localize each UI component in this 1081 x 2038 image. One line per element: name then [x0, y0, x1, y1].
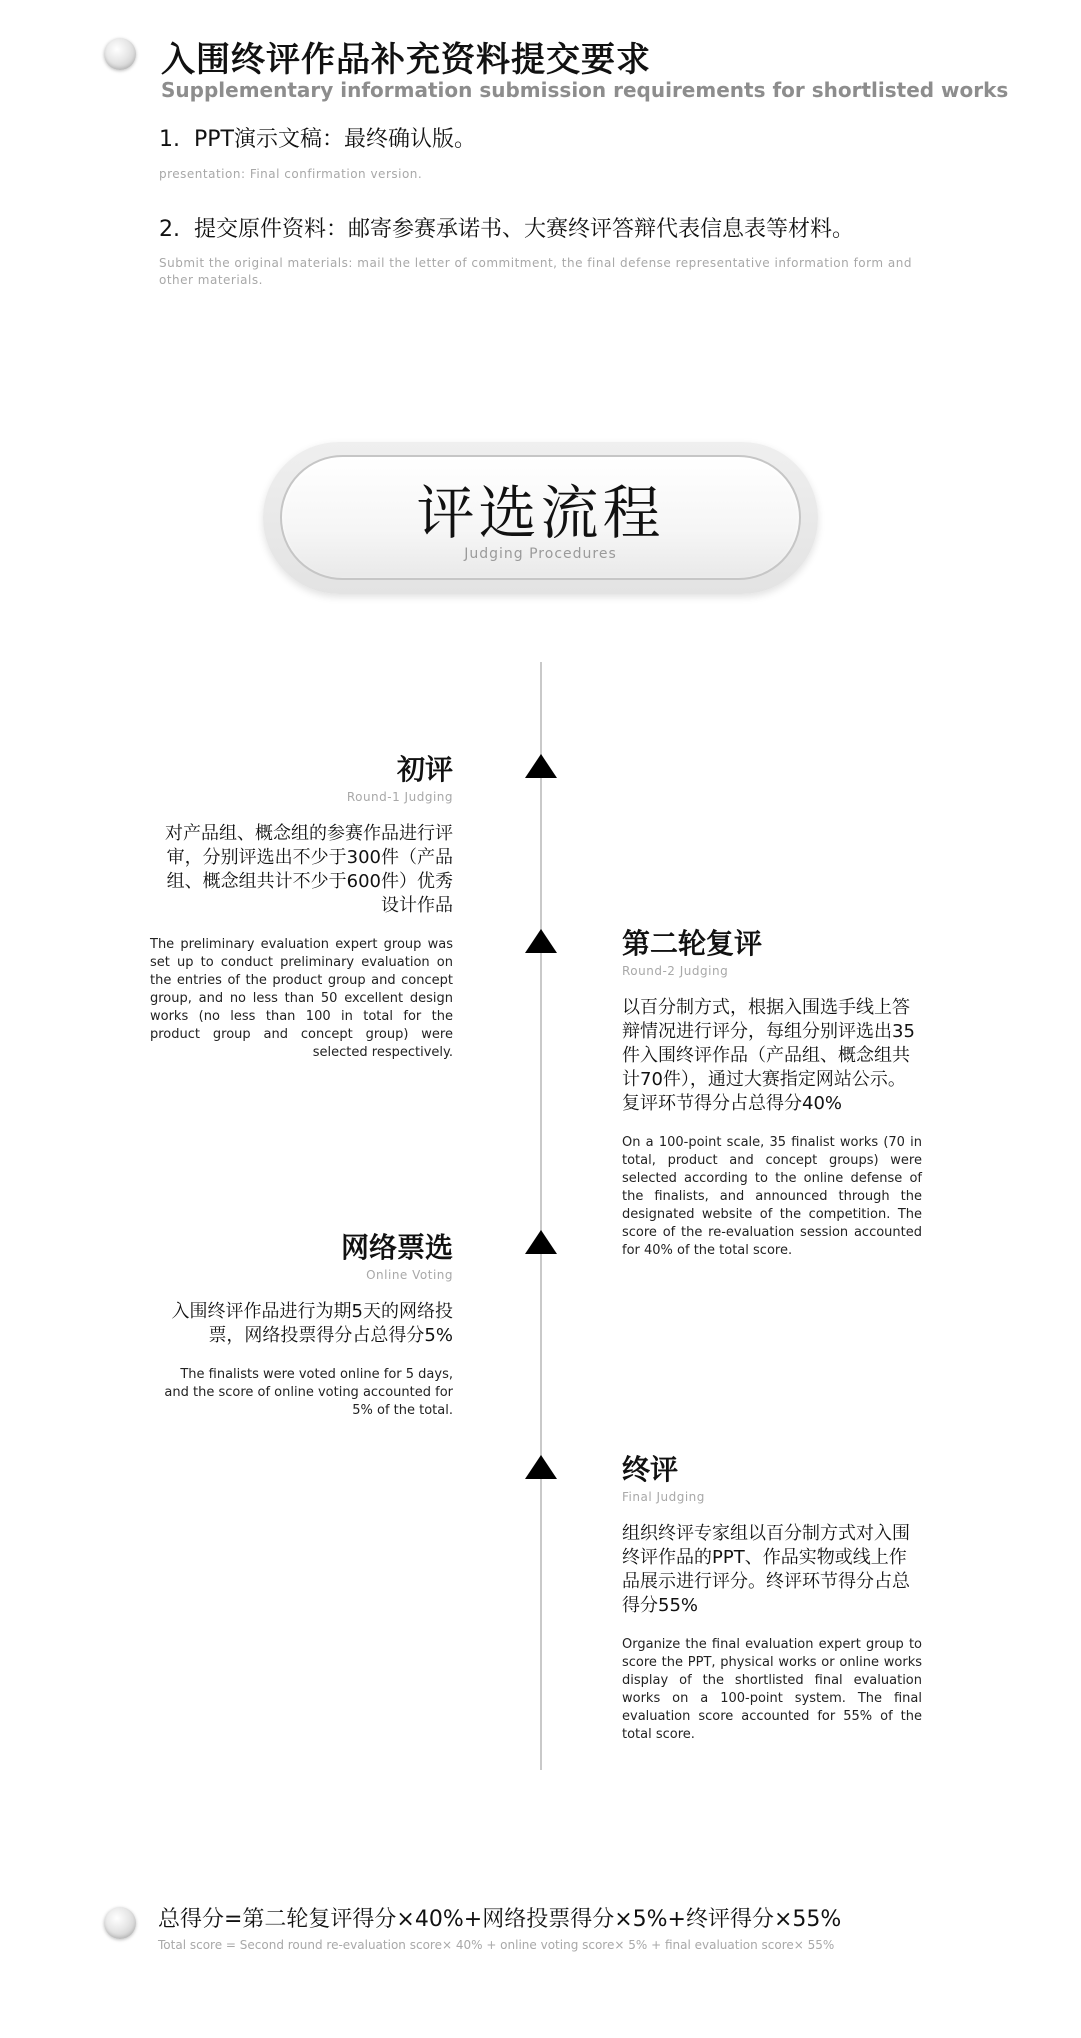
stage-description: 入围终评作品进行为期5天的网络投票，网络投票得分占总得分5%: [171, 1301, 453, 1346]
timeline-marker-icon: [525, 929, 557, 953]
timeline-marker-icon: [525, 754, 557, 778]
requirement-text: PPT演示文稿：最终确认版。: [194, 127, 476, 152]
stage-description: 组织终评专家组以百分制方式对入围终评作品的PPT、作品实物或线上作品展示进行评分。终评环节得分占总得分55%: [622, 1523, 910, 1616]
requirement-text: 提交原件资料：邮寄参赛承诺书、大赛终评答辩代表信息表等材料。: [194, 217, 855, 242]
stage-round-1: [150, 748, 453, 1062]
requirement-item-1-en: presentation: Final confirmation version.: [159, 167, 423, 181]
requirement-item-1: [159, 122, 476, 153]
stage-title-en: Final Judging: [622, 1490, 705, 1504]
stage-online-voting: [160, 1226, 453, 1420]
requirement-number: 1.: [159, 127, 180, 152]
requirements-title: 入围终评作品补充资料提交要求: [161, 40, 651, 80]
stage-title: 终评: [622, 1453, 679, 1486]
stage-title: 第二轮复评: [622, 927, 763, 960]
total-score-formula-en: Total score = Second round re-evaluation score× 40% + online voting score× 5% + final evaluation score× 55%: [158, 1938, 835, 1952]
stage-title-en: Round-2 Judging: [622, 964, 729, 978]
stage-description-en: Organize the final evaluation expert group to score the PPT, physical works or online works display of the shortlisted final evaluation works on a 100-point system. The final evaluation score accounted for 55% of the total score.: [622, 1637, 922, 1742]
stage-description: 以百分制方式，根据入围选手线上答辩情况进行评分，每组分别评选出35件入围终评作品（产品组、概念组共计70件），通过大赛指定网站公示。复评环节得分占总得分40%: [622, 997, 915, 1114]
stage-final: [622, 1448, 922, 1744]
title-bullet-icon: [104, 38, 136, 70]
stage-description-en: On a 100-point scale, 35 finalist works (70 in total, product and concept groups) were selected according to the online defense of the finalists, and announced through the designated website of the competition. The score of the re-evaluation session accounted for 40% of the total score.: [622, 1135, 922, 1258]
timeline-marker-icon: [525, 1455, 557, 1479]
stage-description-en: The preliminary evaluation expert group was set up to conduct preliminary evaluation on the entries of the product group and concept group, and no less than 50 excellent design works (no less than 100 in total for the product group and concept group) were selected respectively.: [150, 937, 453, 1060]
total-score-formula: 总得分=第二轮复评得分×40%+网络投票得分×5%+终评得分×55%: [158, 1907, 842, 1932]
stage-title: 初评: [396, 753, 453, 786]
requirements-title-en: Supplementary information submission requirements for shortlisted works: [161, 78, 1009, 102]
requirement-number: 2.: [159, 217, 180, 242]
timeline-line: [540, 662, 542, 1770]
formula-bullet-icon: [104, 1907, 136, 1939]
procedure-title: 评选流程: [416, 479, 665, 547]
stage-description-en: The finalists were voted online for 5 days, and the score of online voting accounted for 5% of the total.: [164, 1367, 453, 1418]
requirement-item-2-en: Submit the original materials: mail the letter of commitment, the final defense representative information form and other materials.: [159, 256, 912, 287]
stage-round-2: [622, 922, 922, 1260]
stage-description: 对产品组、概念组的参赛作品进行评审，分别评选出不少于300件（产品组、概念组共计不少于600件）优秀设计作品: [165, 823, 453, 916]
requirement-item-2: [159, 212, 854, 243]
stage-title-en: Online Voting: [366, 1268, 453, 1282]
stage-title: 网络票选: [340, 1231, 453, 1264]
timeline-marker-icon: [525, 1230, 557, 1254]
stage-title-en: Round-1 Judging: [346, 790, 453, 804]
procedure-subtitle: Judging Procedures: [464, 546, 617, 562]
